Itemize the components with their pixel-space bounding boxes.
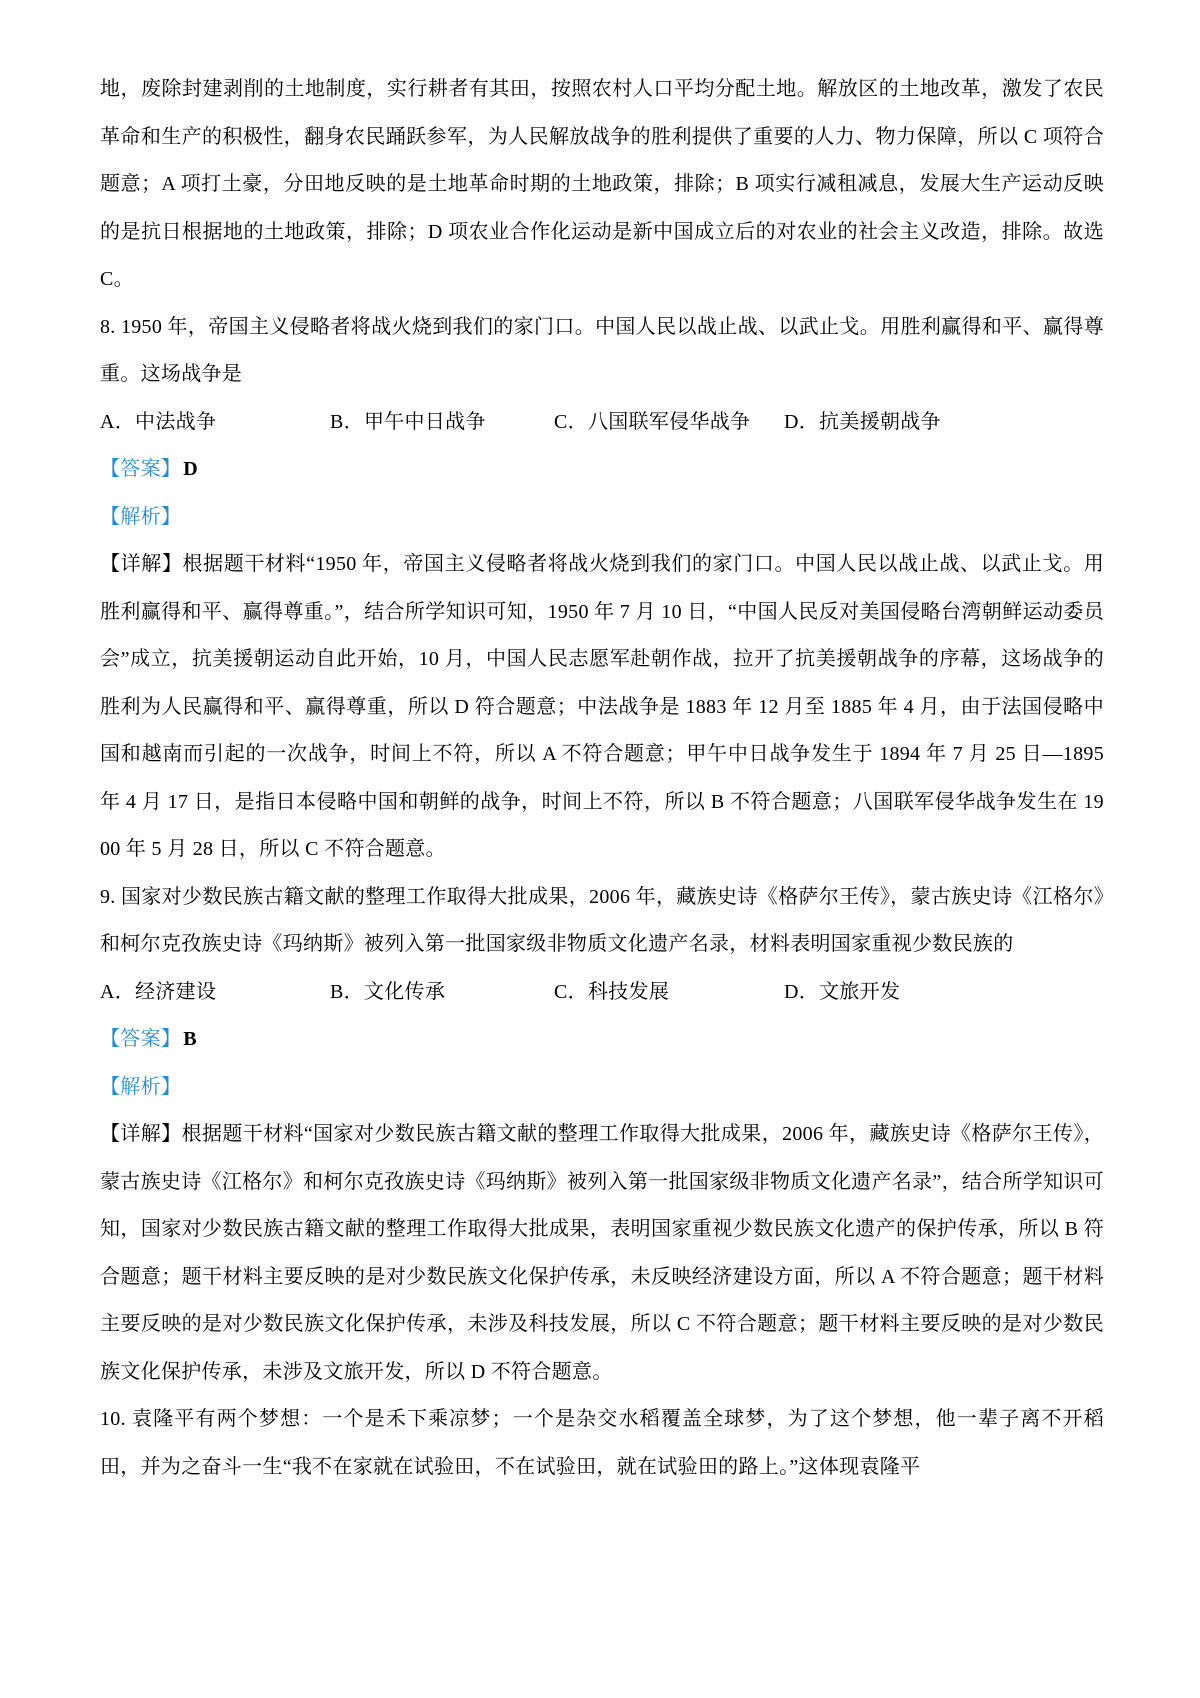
question-8-text: 8. 1950 年，帝国主义侵略者将战火烧到我们的家门口。中国人民以战止战、以武止戈。用胜利赢得和平、赢得尊重。这场战争是: [100, 315, 1104, 385]
previous-answer-continuation-paragraph: 地，废除封建剥削的土地制度，实行耕者有其田，按照农村人口平均分配土地。解放区的土地改革，激发了农民革命和生产的积极性，翻身农民踊跃参军，为人民解放战争的胜利提供了重要的人力、物力保障，所以 C 项符合题意；A 项打土豪，分田地反映的是土地革命时期的土地政策，排除；B 项实行减租减息，发展大生产运动反映的是抗日根据地的土地政策，排除；D 项农业合作化运动是新中国成立后的对农业的社会主义改造，排除。故选 C。: [100, 78, 1104, 290]
question-8-option-a: A．中法战争: [100, 410, 217, 433]
analysis-label: 【解析】: [100, 1075, 182, 1098]
question-9-option-a: A．经济建设: [100, 980, 217, 1003]
detail-label: 【详解】: [100, 553, 183, 575]
question-9-option-c: C．科技发展: [554, 980, 670, 1003]
question-8-block: [100, 304, 1104, 874]
question-10-block: [100, 1396, 1104, 1491]
question-9-analysis-line: [100, 1064, 1104, 1112]
detail-text: 根据题干材料“国家对少数民族古籍文献的整理工作取得大批成果，2006 年，藏族史诗《格萨尔王传》，蒙古族史诗《江格尔》和柯尔克孜族史诗《玛纳斯》被列入第一批国家级非物质文化遗产名录”，结合所学知识可知，国家对少数民族古籍文献的整理工作取得大批成果，表明国家重视少数民族文化遗产的保护传承，所以 B 符合题意；题干材料主要反映的是对少数民族文化保护传承，未反映经济建设方面，所以 A 不符合题意；题干材料主要反映的是对少数民族文化保护传承，未涉及科技发展，所以 C 不符合题意；题干材料主要反映的是对少数民族文化保护传承，未涉及文旅开发，所以 D 不符合题意。: [100, 1123, 1105, 1383]
question-8-options-row: [100, 399, 1104, 447]
analysis-label: 【解析】: [100, 505, 182, 528]
detail-label: 【详解】: [100, 1123, 182, 1145]
question-8-option-c: C．八国联军侵华战争: [554, 410, 751, 433]
question-9-answer-line: [100, 1016, 1104, 1064]
question-9-options-row: [100, 969, 1104, 1017]
question-8-option-b: B．甲午中日战争: [330, 410, 486, 433]
question-8-detail-paragraph: [100, 541, 1104, 874]
question-9-option-b: B．文化传承: [330, 980, 446, 1003]
question-10-text: 10. 袁隆平有两个梦想：一个是禾下乘凉梦；一个是杂交水稻覆盖全球梦，为了这个梦想，他一辈子离不开稻田，并为之奋斗一生“我不在家就在试验田，不在试验田，就在试验田的路上。”这体现袁隆平: [100, 1408, 1104, 1478]
answer-label: 【答案】: [100, 458, 182, 480]
question-9-option-d: D．文旅开发: [784, 980, 901, 1003]
question-8-analysis-line: [100, 494, 1104, 542]
question-8-option-d: D．抗美援朝战争: [784, 410, 941, 433]
question-8-answer-line: [100, 446, 1104, 494]
question-9-block: [100, 874, 1104, 1397]
answer-label: 【答案】: [100, 1028, 182, 1050]
answer-value: B: [183, 1028, 197, 1050]
question-9-detail-paragraph: [100, 1111, 1104, 1396]
question-9-text: 9. 国家对少数民族古籍文献的整理工作取得大批成果，2006 年，藏族史诗《格萨尔王传》，蒙古族史诗《江格尔》和柯尔克孜族史诗《玛纳斯》被列入第一批国家级非物质文化遗产名录，材料表明国家重视少数民族的: [100, 885, 1104, 955]
answer-value: D: [183, 458, 198, 480]
detail-text: 根据题干材料“1950 年，帝国主义侵略者将战火烧到我们的家门口。中国人民以战止战、以武止戈。用胜利赢得和平、赢得尊重。”，结合所学知识可知，1950 年 7 月 10 日，“中国人民反对美国侵略台湾朝鲜运动委员会”成立，抗美援朝运动自此开始，10 月，中国人民志愿军赴朝作战，拉开了抗美援朝战争的序幕，这场战争的胜利为人民赢得和平、赢得尊重，所以 D 符合题意；中法战争是 1883 年 12 月至 1885 年 4 月，由于法国侵略中国和越南而引起的一次战争，时间上不符，所以 A 不符合题意；甲午中日战争发生于 1894 年 7 月 25 日—1895 年 4 月 17 日，是指日本侵略中国和朝鲜的战争，时间上不符，所以 B 不符合题意；八国联军侵华战争发生在 1900 年 5 月 28 日，所以 C 不符合题意。: [100, 553, 1104, 860]
